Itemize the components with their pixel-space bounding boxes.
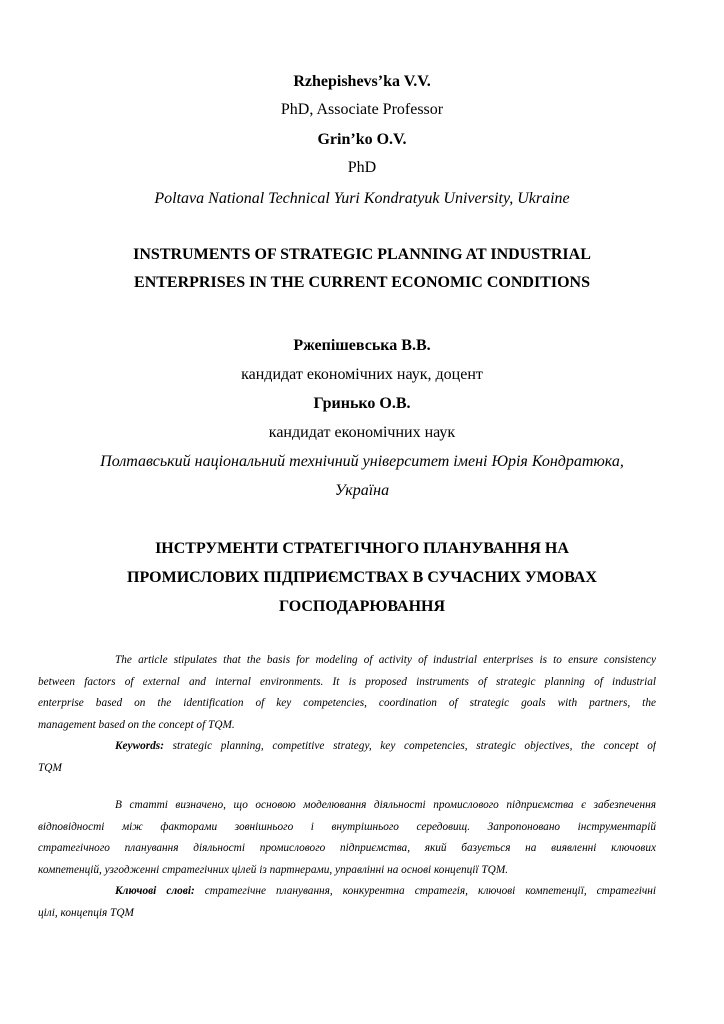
title-uk bbox=[0, 534, 724, 621]
abstract-en bbox=[38, 650, 656, 780]
abstract-line: компетенцій, узгодженні стратегічних цілей із партнерами, управлінні на основі концепції TQM. bbox=[38, 863, 509, 876]
keywords-en bbox=[38, 736, 656, 758]
author-degree: PhD bbox=[347, 159, 377, 176]
keywords-label: Ключові слові: bbox=[115, 885, 195, 898]
keywords-line: цілі, концепція TQM bbox=[38, 906, 134, 919]
title-en bbox=[0, 241, 724, 297]
abstract-uk bbox=[38, 795, 656, 925]
abstract-line: between factors of external and internal environments. It is proposed instruments of strategic planning of industrial bbox=[38, 675, 656, 688]
abstract-line: management based on the concept of TQM. bbox=[38, 718, 235, 731]
keywords-line: TQM bbox=[38, 761, 62, 774]
author-degree: кандидат економічних наук, доцент bbox=[241, 366, 483, 383]
title-line: INSTRUMENTS OF STRATEGIC PLANNING AT INDUSTRIAL bbox=[133, 246, 591, 263]
author-name: Rzhepishevs’ka V.V. bbox=[293, 73, 431, 90]
abstract-line: відповідності між факторами зовнішнього і внутрішнього середовищ. Запропоновано інструментарій bbox=[38, 820, 656, 833]
abstract-line: В статті визначено, що основою моделювання діяльності промислового підприємства є забезпечення bbox=[115, 799, 656, 811]
affiliation-uk: Полтавський національний технічний університет імені Юрія Кондратюка, bbox=[100, 453, 624, 470]
affiliation-en: Poltava National Technical Yuri Kondratyuk University, Ukraine bbox=[154, 190, 570, 207]
author-degree: PhD, Associate Professor bbox=[280, 101, 444, 118]
authors-en-block bbox=[0, 68, 724, 213]
keywords-uk bbox=[38, 881, 656, 903]
author-name: Гринько О.В. bbox=[313, 395, 411, 412]
abstract-line: стратегічного планування діяльності промислового підприємства, який базується на виявленні ключових bbox=[38, 842, 656, 855]
title-line: ІНСТРУМЕНТИ СТРАТЕГІЧНОГО ПЛАНУВАННЯ НА bbox=[155, 540, 569, 557]
title-line: ГОСПОДАРЮВАННЯ bbox=[278, 598, 446, 615]
keywords-text: strategic planning, competitive strategy, key competencies, strategic objectives, the concept of bbox=[172, 740, 656, 753]
affiliation-uk: Україна bbox=[334, 482, 390, 499]
abstract-line: enterprise based on the identification of key competencies, coordination of strategic goals with partners, the bbox=[38, 697, 656, 710]
title-line: ПРОМИСЛОВИХ ПІДПРИЄМСТВАХ В СУЧАСНИХ УМОВАХ bbox=[127, 569, 597, 586]
abstract-line: The article stipulates that the basis for modeling of activity of industrial enterprises is to ensure consistency bbox=[115, 654, 656, 666]
author-name: Grin’ko O.V. bbox=[317, 131, 407, 148]
authors-uk-block bbox=[0, 331, 724, 505]
author-degree: кандидат економічних наук bbox=[268, 424, 456, 441]
keywords-label: Keywords: bbox=[115, 740, 164, 753]
title-line: ENTERPRISES IN THE CURRENT ECONOMIC CONDITIONS bbox=[134, 274, 590, 291]
author-name: Ржепішевська В.В. bbox=[293, 337, 431, 354]
keywords-text: стратегічне планування, конкурентна стратегія, ключові компетенції, стратегічні bbox=[204, 885, 656, 898]
